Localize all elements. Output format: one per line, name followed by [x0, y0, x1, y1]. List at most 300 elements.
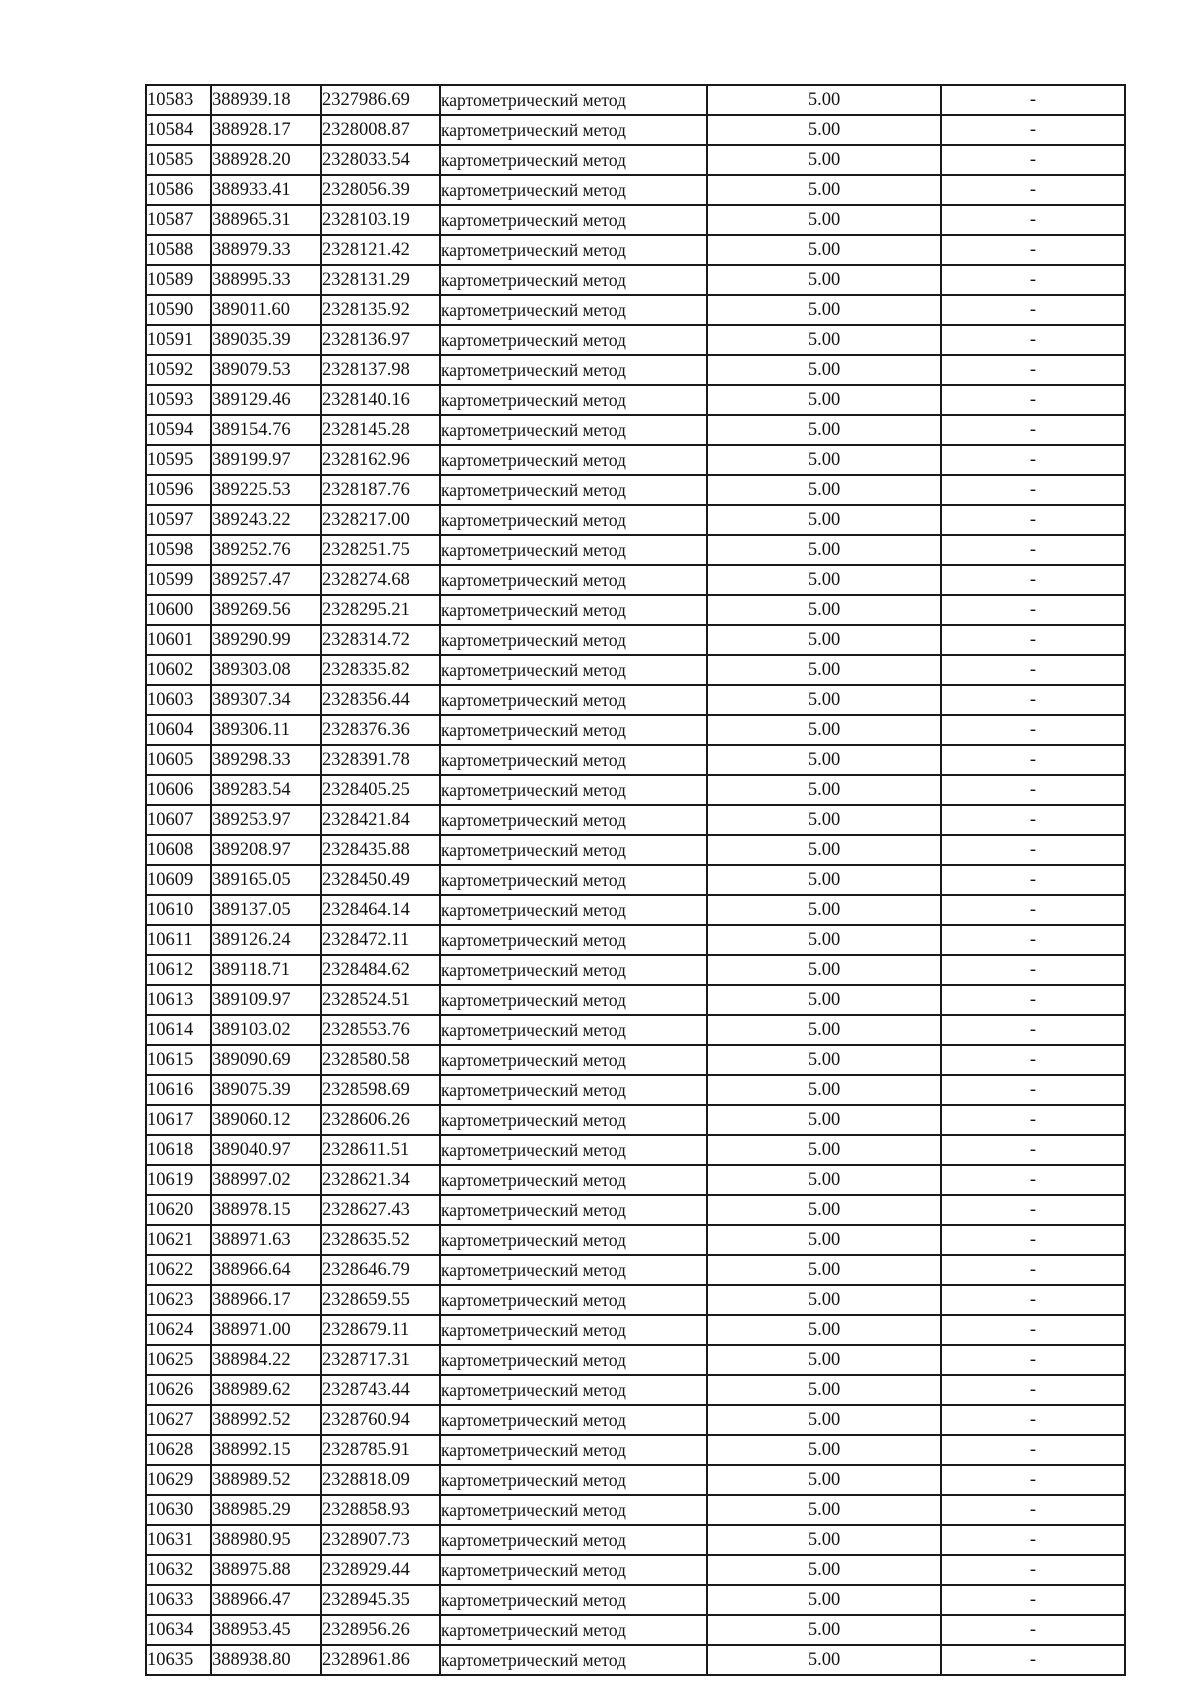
accuracy: 5.00	[807, 480, 841, 500]
y-coordinate-cell	[321, 655, 440, 685]
description: -	[1029, 870, 1037, 890]
point-number: 10596	[147, 480, 194, 500]
y-coordinate-cell	[321, 1495, 440, 1525]
y-coordinate: 2328314.72	[322, 630, 410, 650]
description: -	[1029, 990, 1037, 1010]
y-coordinate-cell	[321, 1555, 440, 1585]
accuracy-cell	[707, 415, 941, 445]
table-row	[146, 1555, 1125, 1585]
accuracy: 5.00	[807, 150, 841, 170]
accuracy: 5.00	[807, 1470, 841, 1490]
y-coordinate: 2328135.92	[322, 300, 410, 320]
y-coordinate-cell	[321, 1465, 440, 1495]
point-number: 10583	[147, 90, 194, 110]
method-cell	[440, 1405, 707, 1435]
description: -	[1029, 330, 1037, 350]
x-coordinate-cell	[211, 865, 321, 895]
description-cell	[941, 655, 1125, 685]
x-coordinate: 388978.15	[212, 1200, 291, 1220]
accuracy-cell	[707, 1375, 941, 1405]
accuracy: 5.00	[807, 210, 841, 230]
x-coordinate: 389090.69	[212, 1050, 291, 1070]
method: картометрический метод	[441, 660, 626, 680]
x-coordinate: 389307.34	[212, 690, 291, 710]
description: -	[1029, 1230, 1037, 1250]
x-coordinate: 388985.29	[212, 1500, 291, 1520]
method: картометрический метод	[441, 720, 626, 740]
accuracy-cell	[707, 1435, 941, 1465]
y-coordinate-cell	[321, 715, 440, 745]
point-number-cell	[146, 865, 211, 895]
point-number: 10602	[147, 660, 194, 680]
accuracy-cell	[707, 595, 941, 625]
method-cell	[440, 625, 707, 655]
method-cell	[440, 685, 707, 715]
point-number-cell	[146, 1195, 211, 1225]
x-coordinate-cell	[211, 805, 321, 835]
method-cell	[440, 1525, 707, 1555]
accuracy: 5.00	[807, 390, 841, 410]
accuracy-cell	[707, 835, 941, 865]
accuracy: 5.00	[807, 120, 841, 140]
point-number: 10621	[147, 1230, 194, 1250]
y-coordinate: 2328131.29	[322, 270, 410, 290]
y-coordinate-cell	[321, 745, 440, 775]
method-cell	[440, 1165, 707, 1195]
method: картометрический метод	[441, 1590, 626, 1610]
method: картометрический метод	[441, 690, 626, 710]
accuracy: 5.00	[807, 90, 841, 110]
description: -	[1029, 510, 1037, 530]
accuracy: 5.00	[807, 1230, 841, 1250]
accuracy: 5.00	[807, 1530, 841, 1550]
accuracy-cell	[707, 295, 941, 325]
y-coordinate: 2328335.82	[322, 660, 410, 680]
method: картометрический метод	[441, 930, 626, 950]
point-number-cell	[146, 655, 211, 685]
accuracy-cell	[707, 715, 941, 745]
table-row	[146, 685, 1125, 715]
y-coordinate: 2328472.11	[322, 930, 410, 950]
x-coordinate: 389290.99	[212, 630, 291, 650]
accuracy: 5.00	[807, 1590, 841, 1610]
accuracy-cell	[707, 1315, 941, 1345]
method-cell	[440, 1645, 707, 1675]
description: -	[1029, 1170, 1037, 1190]
description: -	[1029, 1620, 1037, 1640]
method: картометрический метод	[441, 1320, 626, 1340]
x-coordinate: 388997.02	[212, 1170, 291, 1190]
accuracy: 5.00	[807, 960, 841, 980]
description: -	[1029, 1020, 1037, 1040]
accuracy: 5.00	[807, 180, 841, 200]
method-cell	[440, 415, 707, 445]
point-number-cell	[146, 895, 211, 925]
description-cell	[941, 325, 1125, 355]
accuracy-cell	[707, 1075, 941, 1105]
x-coordinate-cell	[211, 565, 321, 595]
y-coordinate: 2328356.44	[322, 690, 410, 710]
x-coordinate-cell	[211, 265, 321, 295]
method: картометрический метод	[441, 870, 626, 890]
method-cell	[440, 1585, 707, 1615]
x-coordinate: 389040.97	[212, 1140, 291, 1160]
x-coordinate: 389283.54	[212, 780, 291, 800]
description-cell	[941, 415, 1125, 445]
y-coordinate: 2328391.78	[322, 750, 410, 770]
point-number: 10608	[147, 840, 194, 860]
x-coordinate: 388971.00	[212, 1320, 291, 1340]
method: картометрический метод	[441, 510, 626, 530]
x-coordinate-cell	[211, 445, 321, 475]
method-cell	[440, 115, 707, 145]
accuracy-cell	[707, 775, 941, 805]
method-cell	[440, 1195, 707, 1225]
accuracy-cell	[707, 385, 941, 415]
method: картометрический метод	[441, 210, 626, 230]
method: картометрический метод	[441, 1560, 626, 1580]
description-cell	[941, 1555, 1125, 1585]
accuracy-cell	[707, 475, 941, 505]
method-cell	[440, 1615, 707, 1645]
table-row	[146, 985, 1125, 1015]
accuracy: 5.00	[807, 1560, 841, 1580]
x-coordinate: 389243.22	[212, 510, 291, 530]
accuracy: 5.00	[807, 840, 841, 860]
accuracy-cell	[707, 145, 941, 175]
method-cell	[440, 865, 707, 895]
description-cell	[941, 1195, 1125, 1225]
y-coordinate-cell	[321, 325, 440, 355]
y-coordinate: 2328033.54	[322, 150, 410, 170]
accuracy-cell	[707, 925, 941, 955]
x-coordinate-cell	[211, 505, 321, 535]
y-coordinate-cell	[321, 415, 440, 445]
method: картометрический метод	[441, 540, 626, 560]
accuracy-cell	[707, 205, 941, 235]
method-cell	[440, 1105, 707, 1135]
x-coordinate: 388966.17	[212, 1290, 291, 1310]
point-number: 10603	[147, 690, 194, 710]
accuracy-cell	[707, 1345, 941, 1375]
y-coordinate: 2328929.44	[322, 1560, 410, 1580]
y-coordinate-cell	[321, 775, 440, 805]
method-cell	[440, 1045, 707, 1075]
y-coordinate: 2328450.49	[322, 870, 410, 890]
y-coordinate-cell	[321, 445, 440, 475]
description-cell	[941, 295, 1125, 325]
x-coordinate-cell	[211, 685, 321, 715]
description: -	[1029, 900, 1037, 920]
description: -	[1029, 210, 1037, 230]
y-coordinate-cell	[321, 265, 440, 295]
x-coordinate-cell	[211, 175, 321, 205]
table-row	[146, 1315, 1125, 1345]
x-coordinate-cell	[211, 1165, 321, 1195]
y-coordinate-cell	[321, 1345, 440, 1375]
accuracy-cell	[707, 445, 941, 475]
x-coordinate-cell	[211, 1465, 321, 1495]
y-coordinate: 2327986.69	[322, 90, 410, 110]
y-coordinate: 2328858.93	[322, 1500, 410, 1520]
accuracy: 5.00	[807, 660, 841, 680]
table-row	[146, 1165, 1125, 1195]
table-row	[146, 1405, 1125, 1435]
description: -	[1029, 690, 1037, 710]
accuracy-cell	[707, 535, 941, 565]
point-number-cell	[146, 1375, 211, 1405]
point-number-cell	[146, 1525, 211, 1555]
x-coordinate: 388992.52	[212, 1410, 291, 1430]
y-coordinate-cell	[321, 835, 440, 865]
method-cell	[440, 445, 707, 475]
method: картометрический метод	[441, 1140, 626, 1160]
method: картометрический метод	[441, 390, 626, 410]
y-coordinate: 2328274.68	[322, 570, 410, 590]
y-coordinate-cell	[321, 175, 440, 205]
description-cell	[941, 1585, 1125, 1615]
table-row	[146, 175, 1125, 205]
point-number-cell	[146, 985, 211, 1015]
method-cell	[440, 475, 707, 505]
method: картометрический метод	[441, 990, 626, 1010]
x-coordinate-cell	[211, 475, 321, 505]
description: -	[1029, 1260, 1037, 1280]
point-number: 10584	[147, 120, 194, 140]
table-row	[146, 1375, 1125, 1405]
point-number-cell	[146, 745, 211, 775]
point-number-cell	[146, 1225, 211, 1255]
point-number: 10606	[147, 780, 194, 800]
y-coordinate-cell	[321, 505, 440, 535]
y-coordinate: 2328743.44	[322, 1380, 410, 1400]
x-coordinate-cell	[211, 1615, 321, 1645]
accuracy: 5.00	[807, 870, 841, 890]
description: -	[1029, 570, 1037, 590]
description: -	[1029, 1500, 1037, 1520]
y-coordinate-cell	[321, 205, 440, 235]
description-cell	[941, 175, 1125, 205]
point-number-cell	[146, 1135, 211, 1165]
accuracy: 5.00	[807, 690, 841, 710]
accuracy: 5.00	[807, 300, 841, 320]
method-cell	[440, 325, 707, 355]
accuracy: 5.00	[807, 1110, 841, 1130]
x-coordinate: 388995.33	[212, 270, 291, 290]
accuracy-cell	[707, 355, 941, 385]
description-cell	[941, 1105, 1125, 1135]
x-coordinate: 389011.60	[212, 300, 290, 320]
y-coordinate: 2328103.19	[322, 210, 410, 230]
y-coordinate-cell	[321, 145, 440, 175]
point-number: 10628	[147, 1440, 194, 1460]
method-cell	[440, 745, 707, 775]
method: картометрический метод	[441, 120, 626, 140]
description: -	[1029, 180, 1037, 200]
table-row	[146, 955, 1125, 985]
point-number-cell	[146, 685, 211, 715]
x-coordinate: 389269.56	[212, 600, 291, 620]
point-number: 10625	[147, 1350, 194, 1370]
x-coordinate: 389035.39	[212, 330, 291, 350]
y-coordinate-cell	[321, 1645, 440, 1675]
y-coordinate-cell	[321, 235, 440, 265]
description: -	[1029, 450, 1037, 470]
description: -	[1029, 840, 1037, 860]
method-cell	[440, 1255, 707, 1285]
y-coordinate: 2328818.09	[322, 1470, 410, 1490]
description-cell	[941, 925, 1125, 955]
y-coordinate-cell	[321, 355, 440, 385]
accuracy-cell	[707, 1135, 941, 1165]
y-coordinate: 2328961.86	[322, 1650, 410, 1670]
method: картометрический метод	[441, 960, 626, 980]
table-row	[146, 355, 1125, 385]
accuracy-cell	[707, 1225, 941, 1255]
method-cell	[440, 85, 707, 115]
y-coordinate: 2328217.00	[322, 510, 410, 530]
x-coordinate: 388928.20	[212, 150, 291, 170]
description-cell	[941, 355, 1125, 385]
table-row	[146, 865, 1125, 895]
description-cell	[941, 625, 1125, 655]
description: -	[1029, 780, 1037, 800]
point-number-cell	[146, 925, 211, 955]
accuracy: 5.00	[807, 1200, 841, 1220]
description-cell	[941, 115, 1125, 145]
x-coordinate: 389075.39	[212, 1080, 291, 1100]
y-coordinate: 2328008.87	[322, 120, 410, 140]
accuracy-cell	[707, 1525, 941, 1555]
description-cell	[941, 475, 1125, 505]
x-coordinate: 388933.41	[212, 180, 291, 200]
table-row	[146, 805, 1125, 835]
x-coordinate: 389298.33	[212, 750, 291, 770]
method: картометрический метод	[441, 1050, 626, 1070]
description-cell	[941, 1435, 1125, 1465]
x-coordinate: 388928.17	[212, 120, 291, 140]
accuracy: 5.00	[807, 600, 841, 620]
method: картометрический метод	[441, 1080, 626, 1100]
accuracy: 5.00	[807, 270, 841, 290]
description-cell	[941, 1615, 1125, 1645]
table-row	[146, 145, 1125, 175]
point-number-cell	[146, 1495, 211, 1525]
accuracy-cell	[707, 1555, 941, 1585]
y-coordinate: 2328145.28	[322, 420, 410, 440]
description: -	[1029, 630, 1037, 650]
y-coordinate: 2328611.51	[322, 1140, 410, 1160]
accuracy-cell	[707, 85, 941, 115]
table-row	[146, 295, 1125, 325]
x-coordinate-cell	[211, 535, 321, 565]
description: -	[1029, 810, 1037, 830]
x-coordinate: 388979.33	[212, 240, 291, 260]
description: -	[1029, 1650, 1037, 1670]
point-number: 10594	[147, 420, 194, 440]
point-number-cell	[146, 1555, 211, 1585]
description-cell	[941, 895, 1125, 925]
table-row	[146, 775, 1125, 805]
point-number-cell	[146, 805, 211, 835]
accuracy: 5.00	[807, 990, 841, 1010]
description-cell	[941, 1315, 1125, 1345]
table-row	[146, 265, 1125, 295]
x-coordinate: 389225.53	[212, 480, 291, 500]
x-coordinate-cell	[211, 775, 321, 805]
accuracy: 5.00	[807, 780, 841, 800]
description-cell	[941, 1045, 1125, 1075]
accuracy: 5.00	[807, 720, 841, 740]
y-coordinate: 2328553.76	[322, 1020, 410, 1040]
description-cell	[941, 805, 1125, 835]
x-coordinate: 389126.24	[212, 930, 291, 950]
description-cell	[941, 835, 1125, 865]
x-coordinate-cell	[211, 625, 321, 655]
description-cell	[941, 145, 1125, 175]
table-row	[146, 505, 1125, 535]
point-number: 10635	[147, 1650, 194, 1670]
point-number-cell	[146, 205, 211, 235]
point-number-cell	[146, 1285, 211, 1315]
accuracy: 5.00	[807, 1380, 841, 1400]
point-number: 10586	[147, 180, 194, 200]
description: -	[1029, 1380, 1037, 1400]
y-coordinate: 2328435.88	[322, 840, 410, 860]
point-number-cell	[146, 115, 211, 145]
x-coordinate: 389165.05	[212, 870, 291, 890]
point-number-cell	[146, 415, 211, 445]
method: картометрический метод	[441, 1200, 626, 1220]
method: картометрический метод	[441, 1620, 626, 1640]
method: картометрический метод	[441, 1380, 626, 1400]
description: -	[1029, 1110, 1037, 1130]
method: картометрический метод	[441, 1650, 626, 1670]
method: картометрический метод	[441, 1470, 626, 1490]
point-number-cell	[146, 625, 211, 655]
x-coordinate-cell	[211, 85, 321, 115]
accuracy-cell	[707, 565, 941, 595]
description: -	[1029, 1320, 1037, 1340]
y-coordinate-cell	[321, 475, 440, 505]
x-coordinate: 388975.88	[212, 1560, 291, 1580]
point-number: 10614	[147, 1020, 194, 1040]
y-coordinate-cell	[321, 1195, 440, 1225]
y-coordinate-cell	[321, 1135, 440, 1165]
method: картометрический метод	[441, 1440, 626, 1460]
table-row	[146, 115, 1125, 145]
point-number-cell	[146, 265, 211, 295]
x-coordinate: 388939.18	[212, 90, 291, 110]
method-cell	[440, 715, 707, 745]
method: картометрический метод	[441, 1230, 626, 1250]
description-cell	[941, 535, 1125, 565]
description: -	[1029, 1470, 1037, 1490]
table-row	[146, 1195, 1125, 1225]
accuracy: 5.00	[807, 1440, 841, 1460]
description: -	[1029, 1140, 1037, 1160]
x-coordinate: 389208.97	[212, 840, 291, 860]
y-coordinate: 2328717.31	[322, 1350, 410, 1370]
x-coordinate-cell	[211, 1645, 321, 1675]
method: картометрический метод	[441, 1290, 626, 1310]
x-coordinate-cell	[211, 1105, 321, 1135]
point-number: 10613	[147, 990, 194, 1010]
description-cell	[941, 205, 1125, 235]
point-number: 10588	[147, 240, 194, 260]
table-row	[146, 835, 1125, 865]
y-coordinate-cell	[321, 85, 440, 115]
